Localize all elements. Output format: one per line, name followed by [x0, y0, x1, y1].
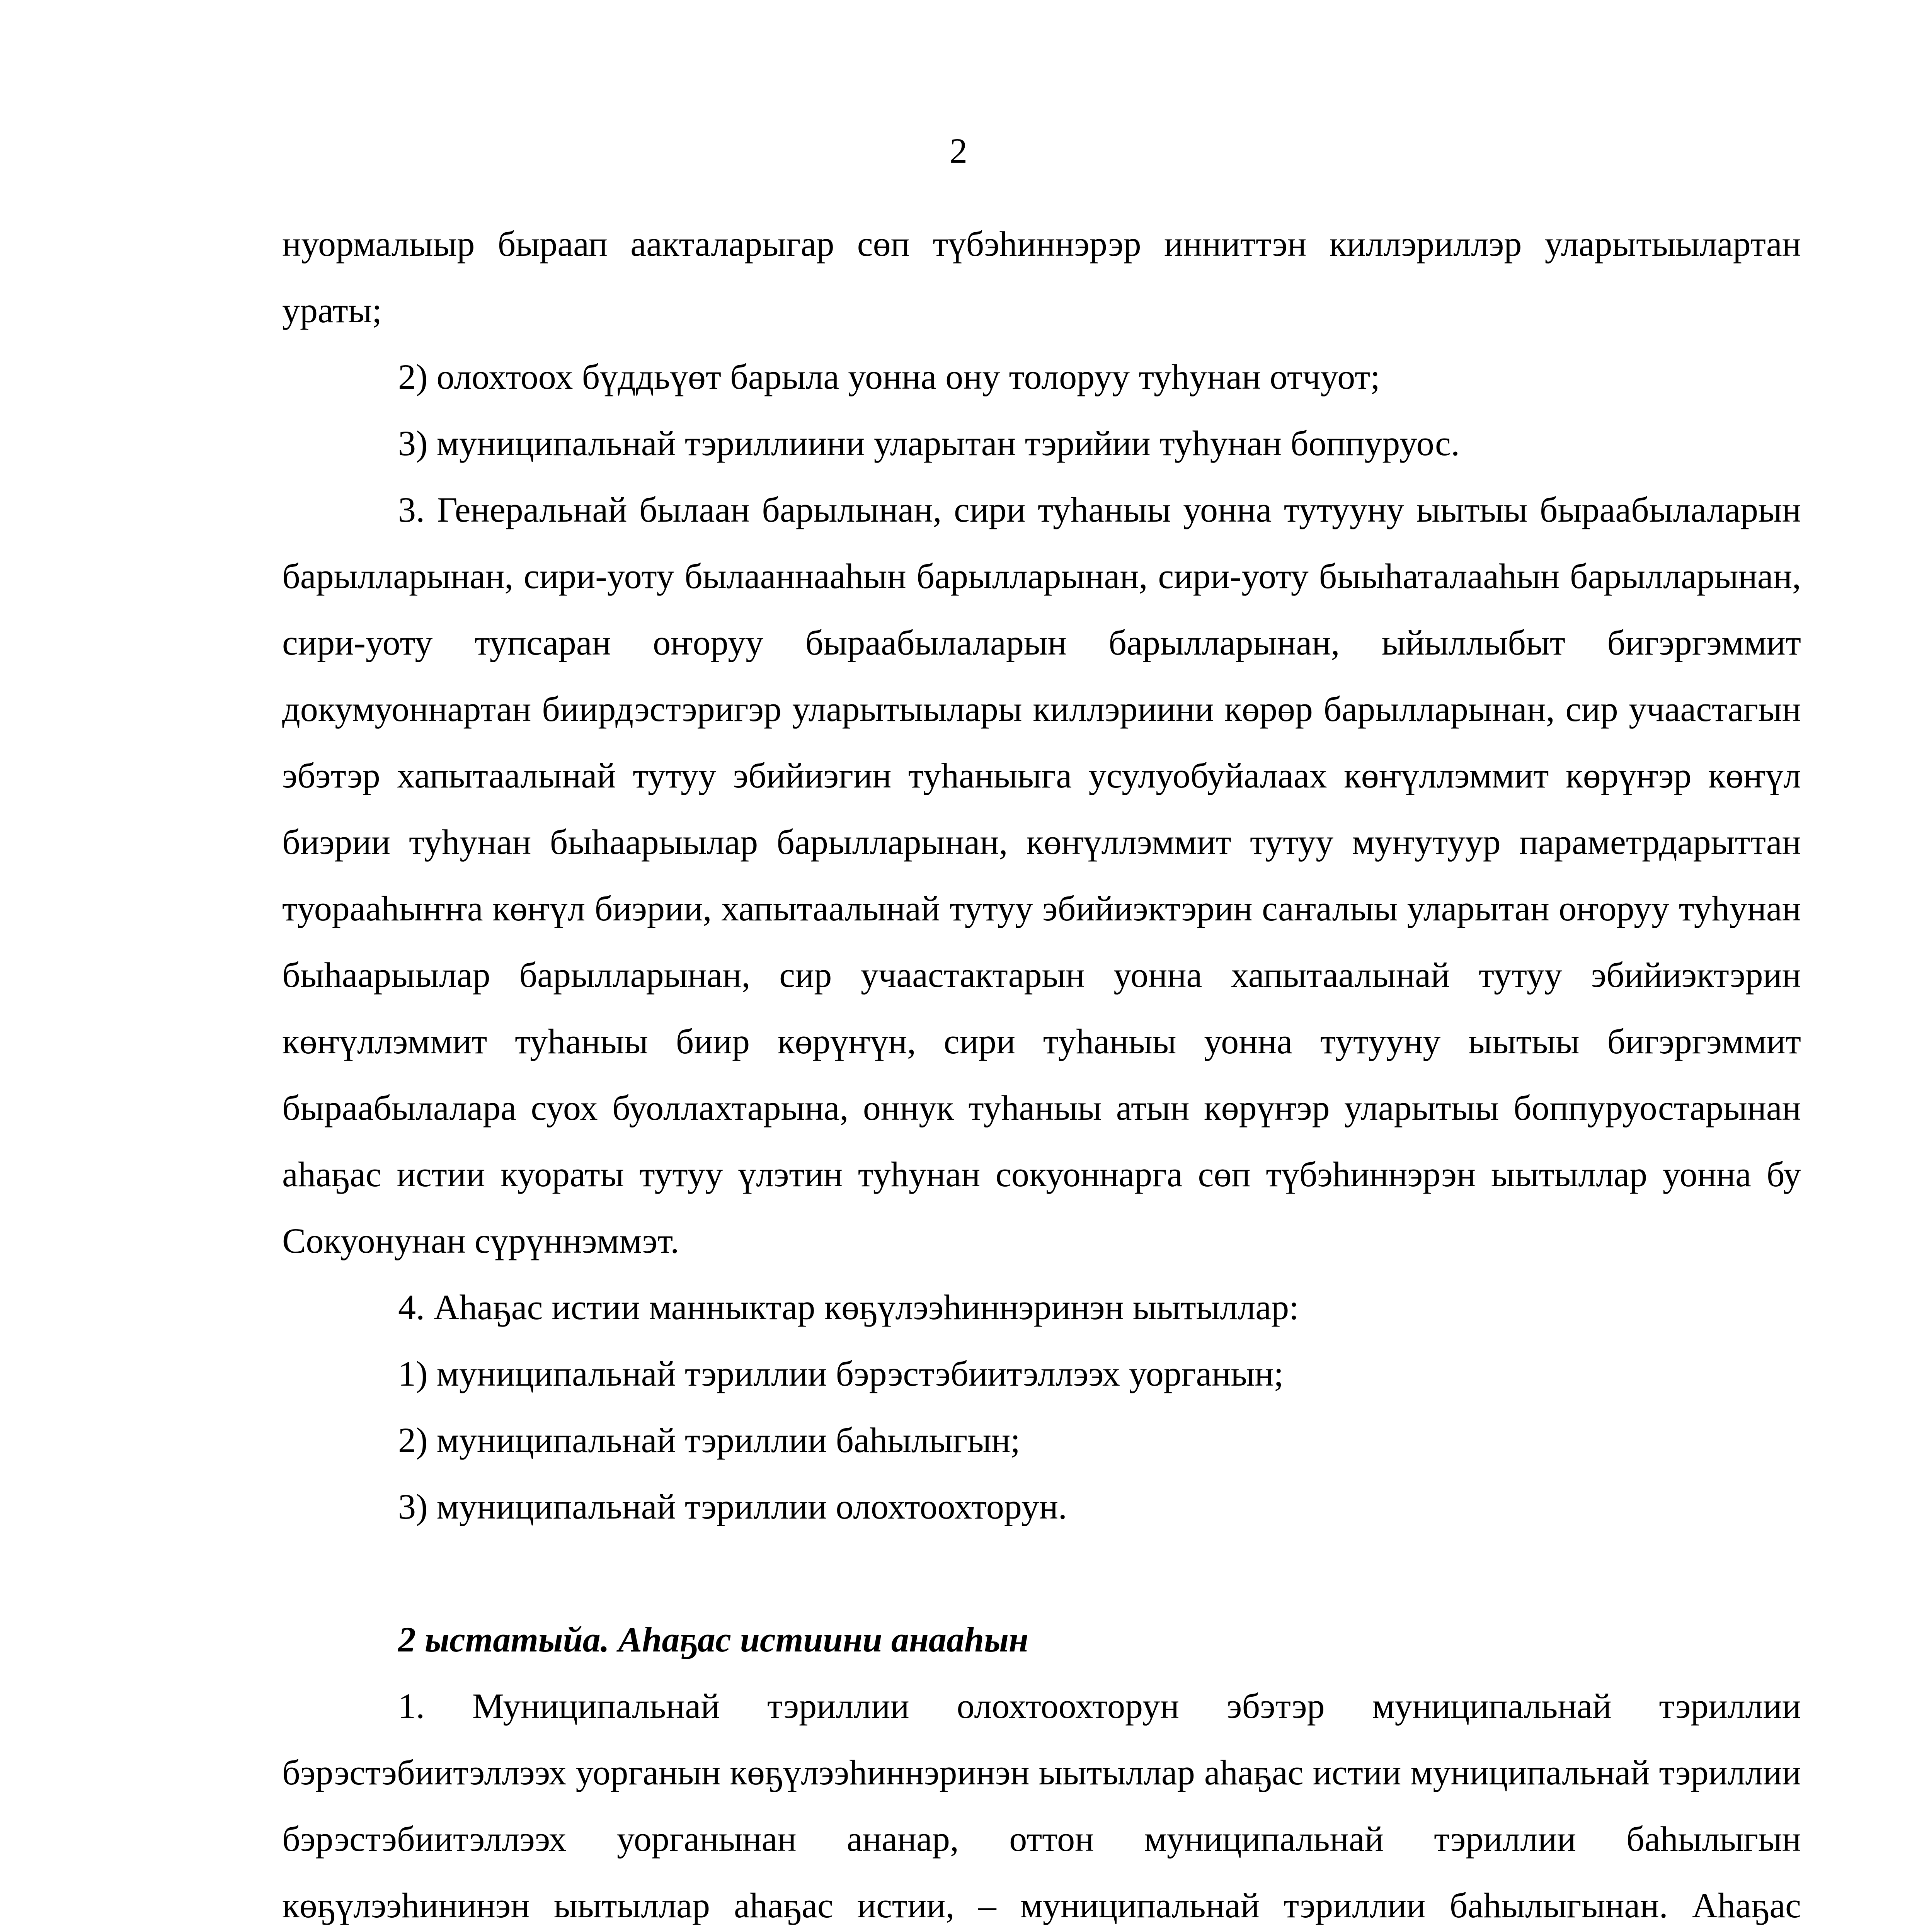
page-number: 2: [950, 131, 967, 170]
paragraph-point-4: 4. Аһаҕас истии манныктар көҕүлээһиннэринэн ыытыллар:: [398, 1287, 1299, 1327]
paragraph-article2-point-1: 1. Муниципальнай тэриллии олохтоохторун эбэтэр муниципальнай тэриллии бэрэстэбиитэллээх уорганын көҕүлээһиннэринэн ыытыллар аһаҕас истии муниципальнай тэриллии бэрэстэбиитэллээх уорганынан ананар, оттон муниципальнай тэриллии баһылыгын көҕүлээһининэн ыытыллар аһаҕас истии, – муниципальнай тэриллии баһылыгынан. Аһаҕас: [282, 1686, 1801, 1925]
list-item: 3) муниципальнай тэриллии олохтоохторун.: [398, 1487, 1067, 1526]
list-item: 3) муниципальнай тэриллиини уларытан тэрийии туһунан боппуруос.: [398, 423, 1460, 463]
list-item: 2) муниципальнай тэриллии баһылыгын;: [398, 1420, 1020, 1460]
article-heading: 2 ыстатыйа. Аһаҕас истиини анааһын: [398, 1620, 1028, 1659]
paragraph-continuation: нуормалыыр быраап аакталарыгар сөп түбэһиннэрэр инниттэн киллэриллэр уларытыылартан ураты;: [282, 224, 1801, 330]
list-item: 1) муниципальнай тэриллии бэрэстэбиитэллээх уорганын;: [398, 1354, 1284, 1393]
document-body: [282, 211, 1801, 1932]
paragraph-point-3: 3. Генеральнай былаан барылынан, сири туһаныы уонна тутууну ыытыы быраабылаларын барылларынан, сири-уоту былааннааһын барылларынан, сири-уоту быыһаталааһын барылларынан, сири-уоту тупсаран оҥоруу быраабылаларын барылларынан, ыйыллыбыт бигэргэммит докумуоннартан биирдэстэригэр уларытыылары киллэриини көрөр барылларынан, сир учаастагын эбэтэр хапытаалынай тутуу эбийиэгин туһаныыга усулуобуйалаах көҥүллэммит көрүҥэр көҥүл биэрии туһунан быһаарыылар барылларынан, көҥүллэммит тутуу муҥутуур параметрдарыттан туорааһыҥҥа көҥүл биэрии, хапытаалынай тутуу эбийиэктэрин саҥалыы уларытан оҥоруу туһунан быһаарыылар барылларынан, сир учаастактарын уонна хапытаалынай тутуу эбийиэктэрин көҥүллэммит туһаныы биир көрүҥүн, сири туһаныы уонна тутууну ыытыы бигэргэммит быраабылалара суох буоллахтарына, оннук туһаныы атын көрүҥэр уларытыы боппуруостарынан аһаҕас истии куораты тутуу үлэтин туһунан сокуоннарга сөп түбэһиннэрэн ыытыллар уонна бу Сокуонунан сүрүннэммэт.: [282, 490, 1801, 1260]
list-item: 2) олохтоох бүддьүөт барыла уонна ону толоруу туһунан отчуот;: [398, 357, 1380, 396]
section-spacer: [282, 1540, 1801, 1606]
